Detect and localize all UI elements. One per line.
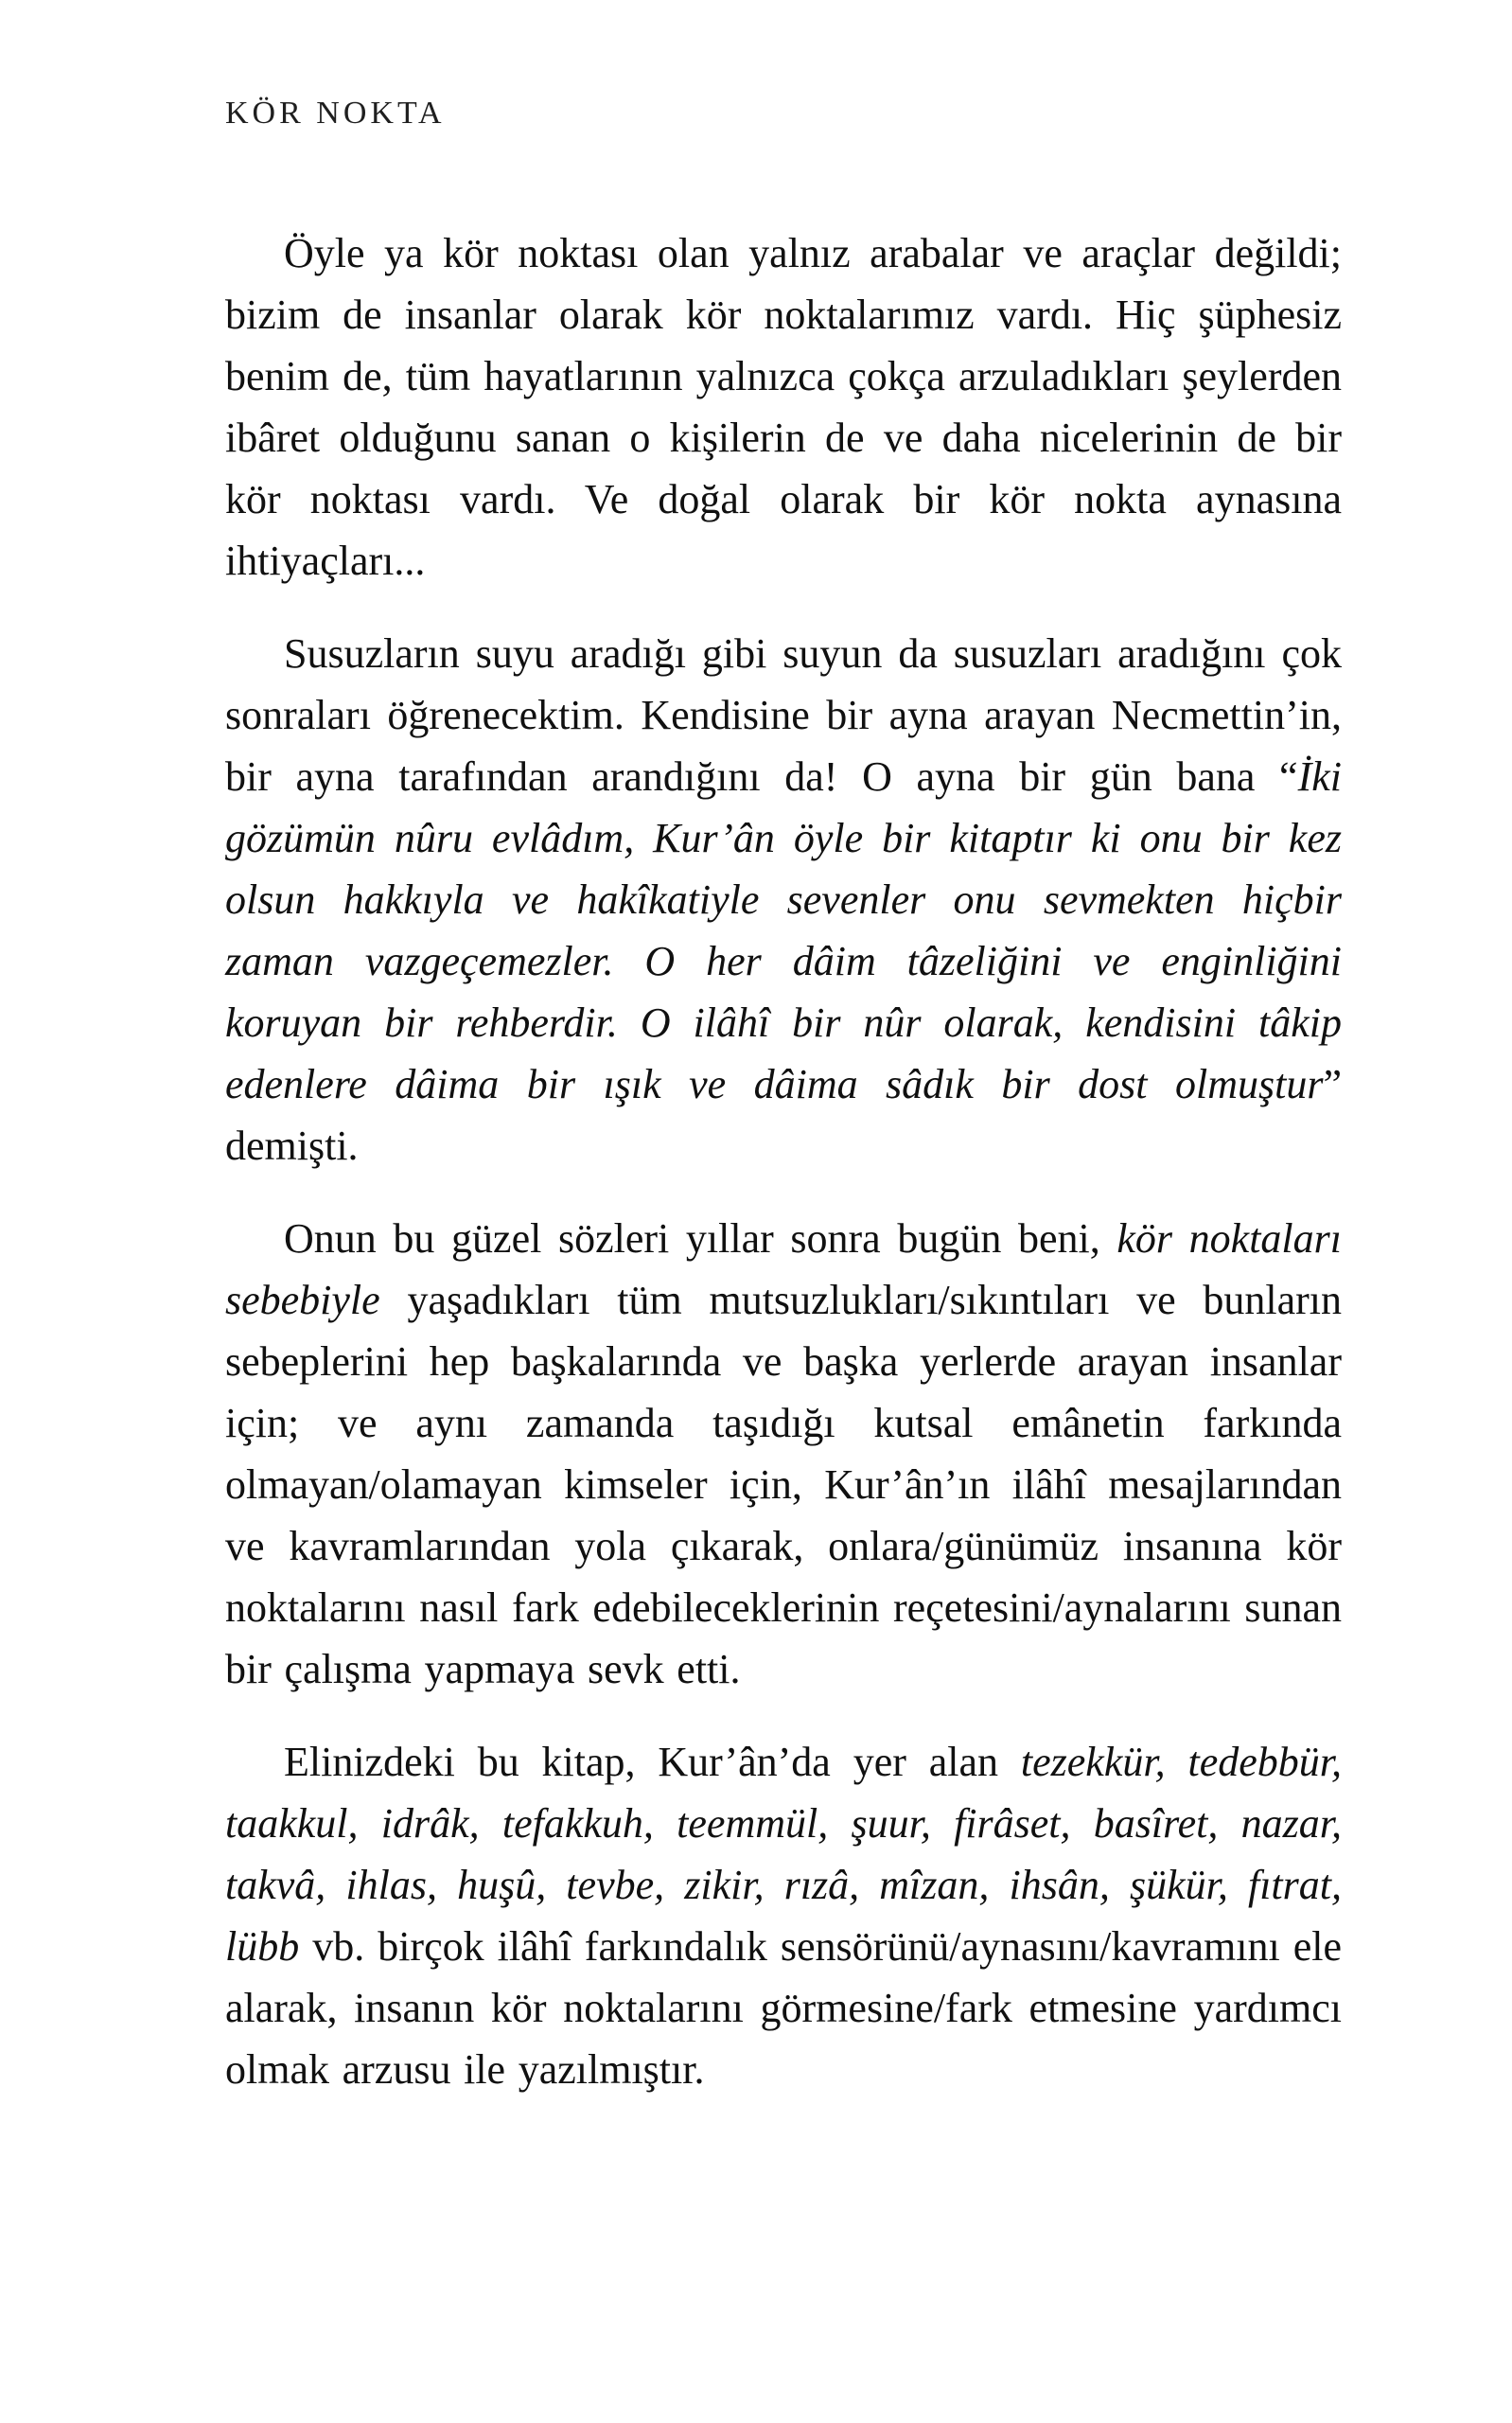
text-segment: Onun bu güzel sözleri yıllar sonra bugün beni, — [284, 1215, 1117, 1262]
italic-text-segment: İki gözümün nûru evlâdım, Kur’ân öyle bir kitaptır ki onu bir kez olsun hakkıyla ve hakîkatiyle sevenler onu sevmekten hiçbir zaman vazgeçemezler. O her dâim tâzeliğini ve enginliğini koruyan bir rehberdir. O ilâhî bir nûr olarak, kendisini tâkip edenlere dâima bir ışık ve dâima sâdık bir dost olmuştur — [225, 753, 1342, 1107]
text-segment: ” demişti. — [225, 1061, 1342, 1169]
paragraph-2 — [225, 623, 1342, 1176]
paragraph-3 — [225, 1208, 1342, 1700]
text-segment: yaşadıkları tüm mutsuzlukları/sıkıntıları ve bunların sebeplerini hep başkalarında ve başka yerlerde arayan insanlar için; ve aynı zamanda taşıdığı kutsal emânetin farkında olmayan/olamayan kimseler için, Kur’ân’ın ilâhî mesajlarından ve kavramlarından yola çıkarak, onlara/günümüz insanına kör noktalarını nasıl fark edebileceklerinin reçetesini/aynalarını sunan bir çalışma yapmaya sevk etti. — [225, 1277, 1342, 1692]
text-segment: Susuzların suyu aradığı gibi suyun da susuzları aradığını çok sonraları öğrenecektim. Kendisine bir ayna arayan Necmettin’in, bir ayna tarafından arandığını da! O ayna bir gün bana “ — [225, 630, 1342, 800]
italic-text-segment: tezekkür, tedebbür, taakkul, idrâk, tefakkuh, teemmül, şuur, firâset, basîret, nazar, takvâ, ihlas, huşû, tevbe, zikir, rızâ, mîzan, ihsân, şükür, fıtrat, lübb — [225, 1739, 1342, 1970]
paragraph-1 — [225, 222, 1342, 592]
italic-text-segment: kör noktaları sebebiyle — [225, 1215, 1342, 1323]
text-segment: vb. birçok ilâhî farkındalık sensörünü/aynasını/kavramını ele alarak, insanın kör noktalarını görmesine/fark etmesine yardımcı olmak arzusu ile yazılmıştır. — [225, 1923, 1342, 2093]
page-body — [225, 222, 1342, 2100]
text-segment: Elinizdeki bu kitap, Kur’ân’da yer alan — [284, 1739, 1021, 1785]
paragraph-4 — [225, 1731, 1342, 2100]
running-header: KÖR NOKTA — [225, 96, 446, 131]
text-segment: Öyle ya kör noktası olan yalnız arabalar ve araçlar değildi; bizim de insanlar olarak kör noktalarımız vardı. Hiç şüphesiz benim de, tüm hayatlarının yalnızca çokça arzuladıkları şeylerden ibâret olduğunu sanan o kişilerin de ve daha nicelerinin de bir kör noktası vardı. Ve doğal olarak bir kör nokta aynasına ihtiyaçları... — [225, 230, 1342, 584]
